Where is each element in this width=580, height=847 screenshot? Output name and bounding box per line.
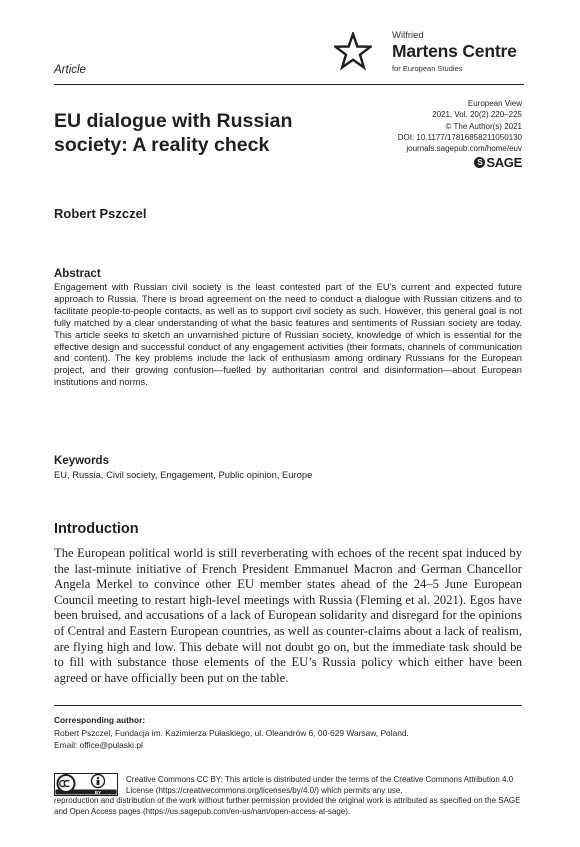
- license-text-rest: reproduction and distribution of the work without further permission provided the original work is attributed as specified on the SAGE and Open Access pages (https://us.sagepub.com/en-us/nam/open-access-at-sage).: [54, 796, 521, 816]
- journal-info: [398, 98, 522, 154]
- corresponding-email[interactable]: Email: office@pulaski.pl: [54, 740, 143, 750]
- martens-centre-logo: [334, 28, 526, 82]
- sage-s-icon: S: [474, 157, 485, 168]
- logo-wilfried: Wilfried: [392, 30, 424, 41]
- title-line-2: society: A reality check: [54, 134, 270, 156]
- article-title: [54, 109, 354, 157]
- introduction-heading: Introduction: [54, 521, 139, 537]
- logo-subtitle: for European Studies: [392, 64, 463, 73]
- journal-doi[interactable]: DOI: 10.1177/17816858211050130: [397, 132, 522, 142]
- abstract-text: Engagement with Russian civil society is the least contested part of the EU’s current and expected future approach to Russia. There is broad agreement on the need to conduct a dialogue with Russian citizens and to facilitate people-to-people contacts, as well as to support civil society as such. However, this general goal is not fully matched by a clear understanding of what the basic features and sentiments of Russian society are today. This article seeks to sketch an unvarnished picture of Russian society, knowledge of which is essential for the effective design and successful conduct of any engagement activities (their formats, channels of communication and content). The key problems include the lack of enthusiasm among ordinary Russians for the European project, and their growing confusion—fuelled by authoritarian control and disinformation—about European institutions and norms.: [54, 281, 522, 388]
- footnote-rule: [54, 705, 522, 706]
- abstract-heading: Abstract: [54, 268, 101, 280]
- cc-by-license-icon: [54, 773, 118, 796]
- introduction-text: The European political world is still reverberating with echoes of the recent spat induced by the last-minute initiative of French President Emmanuel Macron and German Chancellor Angela Merkel to convince other EU member states ahead of the 24–5 June European Council meeting to restart high-level meetings with Russia (Fleming et al. 2021). Egos have been bruised, and accusations of a lack of European solidarity and disregard for the opinions of Central and Eastern European countries, as well as counter-claims about a lack of realism, are flying high and low. This debate will not doubt go on, but the immediate task should be to fill with substance those elements of the EU’s Russia policy which either have been agreed or have officially been put on the table.: [54, 546, 522, 685]
- title-line-1: EU dialogue with Russian: [54, 110, 293, 132]
- cc-by-badge-text: BY: [94, 790, 102, 796]
- header-rule: [54, 84, 524, 85]
- license-text-first: Creative Commons CC BY: This article is distributed under the terms of the Creative Commons Attribution 4.0 License (https://creativecommons.org/licenses/by/4.0/) which permits any use,: [126, 775, 514, 795]
- logo-name: Martens Centre: [392, 41, 517, 61]
- journal-name: European View: [467, 99, 522, 108]
- sage-logo: [474, 155, 522, 170]
- corresponding-address: Robert Pszczel, Fundacja im. Kazimierza Pułaskiego, ul. Oleandrów 6, 00-629 Warsaw, Poland.: [54, 728, 409, 738]
- article-type-label: Article: [54, 64, 86, 76]
- keywords-text: EU, Russia, Civil society, Engagement, Public opinion, Europe: [54, 469, 313, 480]
- journal-copyright: © The Author(s) 2021: [445, 121, 522, 131]
- sage-wordmark: SAGE: [486, 155, 522, 170]
- journal-volume: 2021, Vol. 20(2) 220–225: [432, 110, 522, 120]
- author-name: Robert Pszczel: [54, 206, 147, 221]
- corresponding-heading: Corresponding author:: [54, 715, 146, 725]
- keywords-heading: Keywords: [54, 455, 109, 467]
- star-outline-icon: [334, 32, 372, 72]
- journal-url[interactable]: journals.sagepub.com/home/euv: [406, 144, 522, 154]
